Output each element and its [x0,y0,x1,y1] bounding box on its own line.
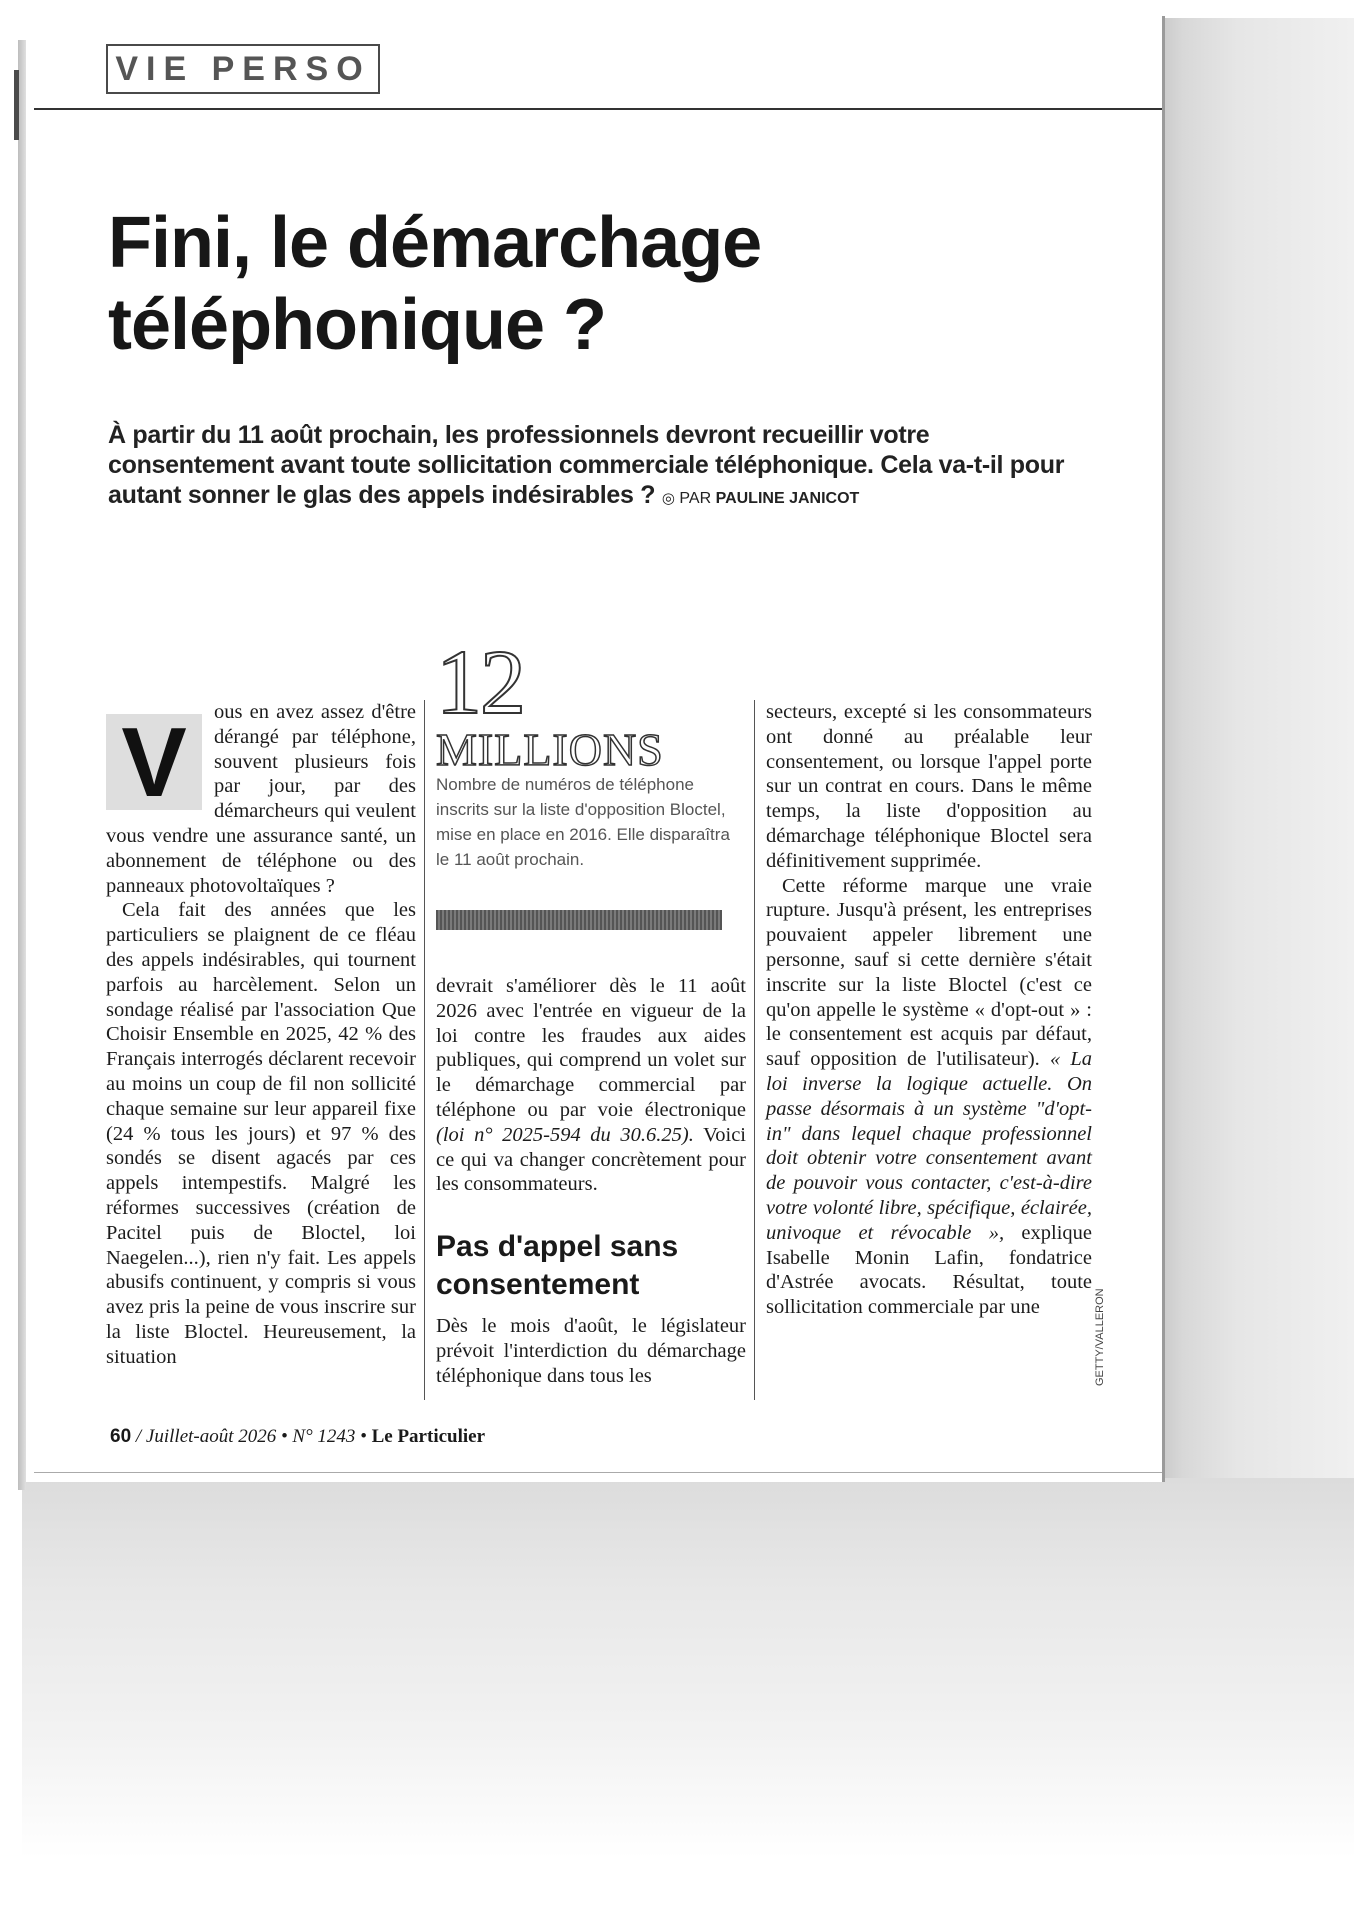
stat-unit: MILLIONS [436,724,664,775]
quote: « La loi inverse la logique actuelle. On passe désormais à un système "d'opt-in" dans lequel chaque professionnel doit obtenir votre consentement avant de pouvoir vous contacter, c'est-à-dire votre volonté libre, spécifique, éclairée, univoque et révocable », [766,1048,1092,1244]
stat-caption: Nombre de numéros de téléphone inscrits sur la liste d'opposition Bloctel, mise en place en 2016. Elle disparaîtra le 11 août prochain. [436,775,730,869]
standfirst-text: À partir du 11 août prochain, les professionnels devront recueillir votre consentement avant toute sollicitation commerciale téléphonique. Cela va-t-il pour autant sonner le glas des appels indésirables ? [108,421,1065,509]
section-subhead: Pas d'appel sans consentement [436,1230,679,1301]
paragraph: secteurs, excepté si les consommateurs ont donné au préalable leur consentement, ou lorsque l'appel porte sur un contrat en cours. Dans le même temps, la liste d'opposition au démarchage téléphonique Bloctel sera définitivement supprimée. [766,701,1092,872]
paragraph-text: Voici ce qui va changer concrètement pour les consommateurs. [436,1123,746,1196]
column-divider [424,700,425,1400]
paragraph [766,874,1092,1320]
scan-mark [14,70,19,140]
paragraph [436,974,746,1197]
page-number: 60 [110,1426,132,1447]
byline-prefix: PAR [679,490,712,507]
author-icon: ◎ [661,490,675,507]
scan-shadow [1160,18,1354,1488]
dropcap: V [106,714,202,810]
article-column-3 [766,700,1092,1320]
page-footer [110,1426,485,1448]
law-reference: (loi n° 2025-594 du 30.6.25). [436,1123,694,1146]
paragraph-text: devrait s'améliorer dès le 11 août 2026 avec l'entrée en vigueur de la loi contre les fraudes aux aides publiques, qui comprend un volet sur le démarchage commercial par téléphone ou par voie électronique [436,975,746,1121]
article-column-2 [436,974,746,1197]
column-divider [754,700,755,1400]
paragraph-text: Cette réforme marque une vraie rupture. Jusqu'à présent, les entreprises pouvaient appeler librement une personne, sauf si cette dernière s'était inscrite sur la liste Bloctel (c'est ce qu'on appelle le système « d'opt-out » : le consentement est acquis par défaut, sauf opposition de l'utilisateur). [766,874,1092,1071]
top-rule [34,108,1162,110]
paragraph [106,700,416,898]
stat-decorative-bar [436,910,722,930]
article-column-2-continued [436,1314,746,1388]
issue-info: / Juillet-août 2026 • N° 1243 • [135,1426,367,1447]
scan-shadow-bottom [22,1478,1354,1858]
article-column-1 [106,700,416,1370]
stat-number: 12 [436,631,524,733]
paragraph-text: ous en avez assez d'être dérangé par téléphone, souvent plusieurs fois par jour, par des démarcheurs qui veulent vous vendre une assurance santé, un abonnement de téléphone ou des panneaux photovoltaïques ? [106,701,416,897]
section-rubric: VIE PERSO [106,44,380,94]
standfirst [108,420,1068,514]
scan-edge [18,40,26,1490]
paragraph-text: explique Isabelle Monin Lafin, fondatrice d'Astrée avocats. Résultat, toute sollicitation commerciale par une [766,1221,1093,1319]
photo-credit: GETTY/VALLERON [1094,1288,1106,1386]
byline-author: PAULINE JANICOT [715,490,860,507]
magazine-name: Le Particulier [371,1426,486,1447]
article-headline: Fini, le démarchage téléphonique ? [108,203,762,365]
magazine-page [26,16,1165,1482]
byline [662,490,859,507]
paragraph: Dès le mois d'août, le législateur prévoit l'interdiction du démarchage téléphonique dans tous les [436,1315,746,1387]
footer-rule [34,1472,1162,1473]
paragraph: Cela fait des années que les particuliers se plaignent de ce fléau des appels indésirables, qui tournent parfois au harcèlement. Selon un sondage réalisé par l'association Que Choisir Ensemble en 2025, 42 % des Français interrogés déclarent recevoir au moins un coup de fil non sollicité chaque semaine sur leur appareil fixe (24 % tous les jours) et 97 % des sondés se disent agacés par ces appels intempestifs. Malgré les réformes successives (création de Pacitel puis de Bloctel, loi Naegelen...), rien n'y fait. Les appels abusifs continuent, y compris si vous avez pris la peine de vous inscrire sur la liste Bloctel. Heureusement, la situation [106,899,416,1368]
